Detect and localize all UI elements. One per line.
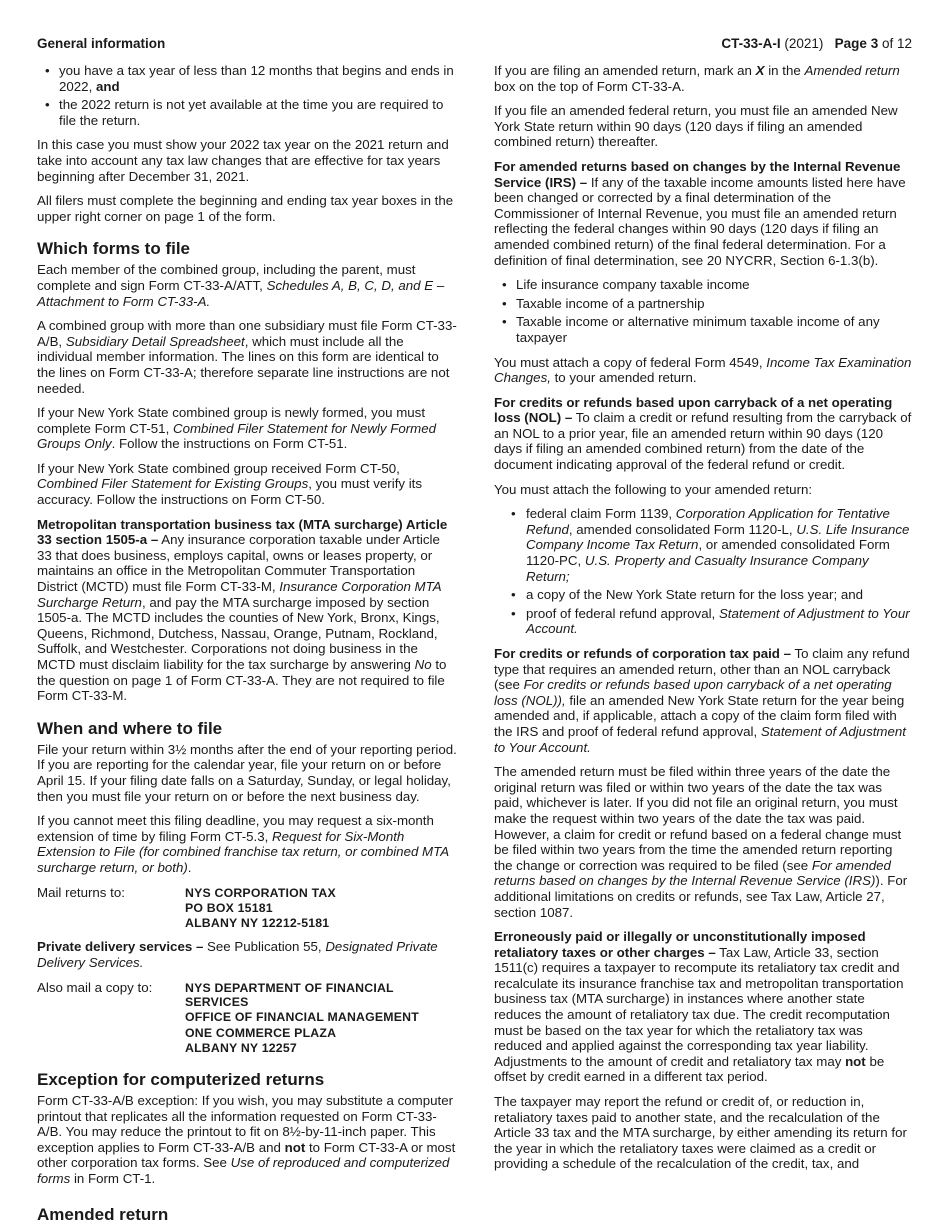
list-item: • federal claim Form 1139, Corporation Application for Tentative Refund, amended consolidated Form 1120-L, U.S. Life Insurance Company Income Tax Return, or amended consolidated Form 1120-PC, U.S. Property and Casualty Insurance Company Return; [494, 506, 914, 584]
address-lines: NYS DEPARTMENT OF FINANCIAL SERVICES OFFICE OF FINANCIAL MANAGEMENT ONE COMMERCE PLAZA ALBANY NY 12257 [185, 980, 419, 1055]
paragraph: If you file an amended federal return, you must file an amended New York State return within 90 days (120 days if filing an amended combined return) thereafter. [494, 103, 898, 150]
paragraph: If your New York State combined group received Form CT-50, Combined Filer Statement for Existing Groups, you must verify its accuracy. Follow the instructions on Form CT-50. [37, 460, 423, 508]
page-number: Page 3 [834, 36, 879, 51]
heading-amended-return: Amended return [37, 1204, 169, 1224]
list-item: • Life insurance company taxable income [494, 277, 914, 293]
heading-which-forms: Which forms to file [37, 239, 190, 259]
paragraph: If you are filing an amended return, mark an X in the Amended return box on the top of Form CT-33-A. [494, 63, 900, 94]
paragraph: You must attach the following to your amended return: [494, 481, 813, 497]
list-item: • you have a tax year of less than 12 months that begins and ends in 2022, and [37, 63, 457, 94]
mail-address [37, 885, 457, 931]
list-item: • proof of federal refund approval, Statement of Adjustment to Your Account. [494, 606, 914, 637]
paragraph: For amended returns based on changes by the Internal Revenue Service (IRS) – If any of the taxable income amounts listed here have been changed or corrected by a final determination of the Commissioner of Internal Revenue, you must file an amended return reflecting the federal changes within 90 days (120 days if filing an amended combined return) of the final federal determination. For a definition of final determination, see 20 NYCRR, Section 6-1.3(b). [494, 158, 906, 268]
right-column [494, 63, 914, 1181]
paragraph: A combined group with more than one subsidiary must file Form CT-33-A/B, Subsidiary Detail Spreadsheet, which must include all the individual member information. The lines on this form are identical to the lines on Form CT-33-A; therefore separate line instructions are not needed. [37, 318, 457, 396]
list-item: • a copy of the New York State return for the loss year; and [494, 587, 914, 603]
page-total: of 12 [881, 36, 912, 51]
list-item: • Taxable income or alternative minimum taxable income of any taxpayer [494, 314, 914, 345]
list-item: • the 2022 return is not yet available at the time you are required to file the return. [37, 97, 457, 128]
paragraph: In this case you must show your 2022 tax year on the 2021 return and take into account any tax law changes that are effective for tax years beginning after December 31, 2021. [37, 137, 449, 184]
address-label: Mail returns to: [37, 884, 125, 900]
paragraph: Form CT-33-A/B exception: If you wish, you may substitute a computer printout that replicates all the information requested on Form CT-33-A/B. You may reduce the printout to fit on 8½-by-11-inch paper. This exception applies to Form CT-33-A/B and not to Form CT-33-A or most other corporation tax forms. See Use of reproduced and computerized forms in Form CT-1. [37, 1093, 456, 1187]
page-header [721, 36, 912, 51]
bullet-list [494, 277, 914, 345]
section-title: General information [37, 36, 166, 51]
left-column [37, 63, 457, 1228]
paragraph: File your return within 3½ months after the end of your reporting period. If you are reporting for the calendar year, file your return on or before April 15. If your filing date falls on a Saturday, Sunday, or legal holiday, then you must file your return on or before the next business day. [37, 741, 457, 804]
paragraph: All filers must complete the beginning and ending tax year boxes in the upper right corner on page 1 of the form. [37, 193, 454, 224]
bullet-list [37, 63, 457, 128]
address-lines: NYS CORPORATION TAX PO BOX 15181 ALBANY NY 12212-5181 [185, 885, 336, 931]
paragraph-mta: Metropolitan transportation business tax (MTA surcharge) Article 33 section 1505-a – Any insurance corporation taxable under Article 33 that does business, employs capital, owns or leases property, or maintains an office in the Metropolitan Commuter Transportation District (MCTD) must file Form CT-33-M, Insurance Corporation MTA Surcharge Return, and pay the MTA surcharge imposed by section 1505-a. The MCTD includes the counties of New York, Bronx, Kings, Queens, Richmond, Dutchess, Nassau, Orange, Putnam, Rockland, Suffolk, and Westchester. Corporations not doing business in the MCTD must disclaim liability for the tax surcharge by answering No to the question on page 1 of Form CT-33-A. They are not required to file Form CT-33-M. [37, 516, 448, 704]
paragraph: The taxpayer may report the refund or credit of, or reduction in, retaliatory taxes paid to another state, and the recalculation of the Article 33 tax and the MTA surcharge, by either amending its return for the year in which the retaliatory taxes were claimed as a credit or providing a schedule of the recalculation of the credit, tax, and [494, 1094, 907, 1172]
heading-when-where: When and where to file [37, 718, 223, 738]
paragraph: If you cannot meet this filing deadline, you may request a six-month extension of time by filing Form CT-5.3, Request for Six-Month Extension to File (for combined franchise tax return, or combined MTA surcharge return, or both). [37, 813, 449, 875]
form-year: (2021) [784, 36, 824, 51]
form-code: CT-33-A-I [721, 36, 781, 51]
paragraph: For credits or refunds of corporation tax paid – To claim any refund type that requires an amended return, other than an NOL carryback (see For credits or refunds based upon carryback of a net operating loss (NOL)), file an amended New York State return for the year being amended and, if applicable, attach a copy of the claim form filed with the IRS and proof of federal refund approval, Statement of Adjustment to Your Account. [494, 646, 910, 755]
paragraph: Erroneously paid or illegally or unconstitutionally imposed retaliatory taxes or other charges – Tax Law, Article 33, section 1511(c) requires a taxpayer to recompute its retaliatory tax credit and recalculate its insurance franchise tax and metropolitan transportation business tax (MTA surcharge) in instances where another state reduces the amount of retaliatory tax due. The credit recomputation must be based on the tax year for which the retaliatory tax was reduced and applied against the corresponding tax year liability. Adjustments to the amount of credit and retaliatory tax may not be offset by credit earned in a different tax period. [494, 929, 904, 1085]
paragraph: Private delivery services – See Publication 55, Designated Private Delivery Services. [37, 939, 438, 971]
address-label: Also mail a copy to: [37, 979, 153, 995]
list-item: • Taxable income of a partnership [494, 296, 914, 312]
bullet-list [494, 506, 914, 637]
copy-address [37, 980, 457, 1055]
paragraph: If your New York State combined group is newly formed, you must complete Form CT-51, Combined Filer Statement for Newly Formed Groups Only. Follow the instructions on Form CT-51. [37, 405, 437, 452]
paragraph: You must attach a copy of federal Form 4549, Income Tax Examination Changes, to your amended return. [494, 354, 912, 386]
heading-exception: Exception for computerized returns [37, 1070, 325, 1090]
paragraph: Each member of the combined group, including the parent, must complete and sign Form CT-33-A/ATT, Schedules A, B, C, D, and E – Attachment to Form CT-33-A. [37, 262, 445, 309]
paragraph: The amended return must be filed within three years of the date the original return was filed or within two years of the date the tax was paid, whichever is later. If you did not file an original return, you must make the request within two years of the date the tax was paid. However, a claim for credit or refund based on a federal change must be filed within two years from the time the amended return reporting the change or correction was required to be filed (see For amended returns based on changes by the Internal Revenue Service (IRS)). For additional limitations on credits or refunds, see Tax Law, Article 27, section 1087. [494, 764, 908, 920]
paragraph: For credits or refunds based upon carryback of a net operating loss (NOL) – To claim a credit or refund resulting from the carryback of an NOL to a prior year, file an amended return within 90 days (120 days if filing an amended combined return) from the date of the document indicating approval of the federal refund or credit. [494, 394, 912, 473]
